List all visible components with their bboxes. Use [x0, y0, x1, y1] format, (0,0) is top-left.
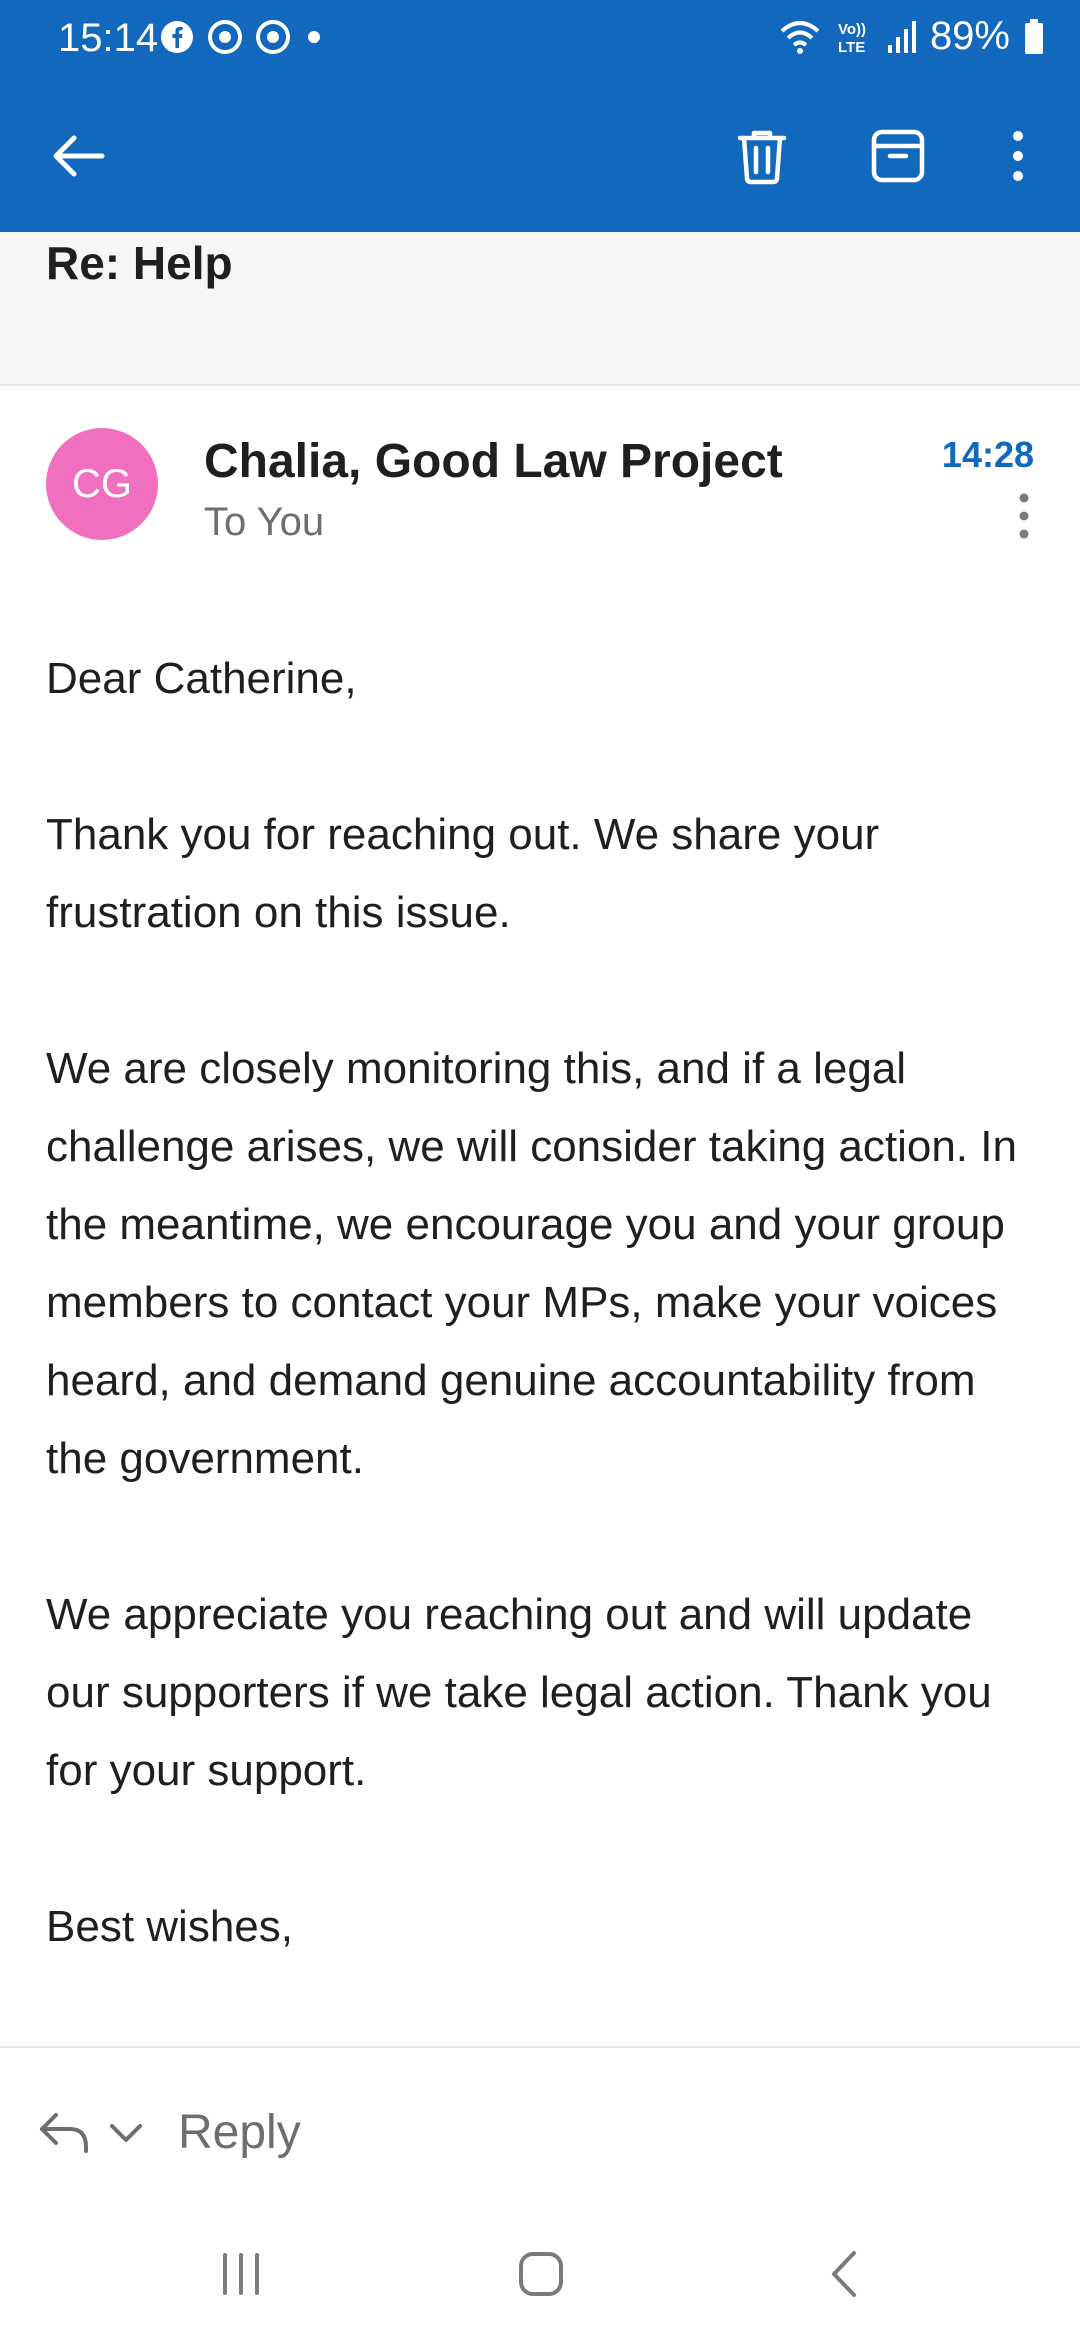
dot-icon	[304, 20, 324, 54]
more-vertical-icon	[1008, 126, 1028, 186]
status-right	[778, 14, 1044, 59]
reply-button[interactable]	[36, 2092, 301, 2172]
recent-apps-icon	[216, 2249, 266, 2299]
facebook-icon	[160, 20, 194, 54]
email-paragraph: We appreciate you reaching out and will update our supporters if we take legal action. Thank you for your support.	[46, 1590, 992, 1795]
recent-apps-button[interactable]	[196, 2234, 286, 2314]
battery-icon	[1024, 19, 1044, 55]
back-button[interactable]	[38, 120, 118, 192]
status-bar	[0, 0, 1080, 80]
svg-text:Vo)): Vo))	[837, 20, 866, 38]
received-time: 14:28	[941, 434, 1034, 475]
archive-button[interactable]	[858, 120, 938, 192]
wifi-icon	[778, 17, 822, 57]
archive-icon	[868, 126, 928, 186]
status-time: 15:14	[58, 16, 159, 60]
email-subject: Re: Help	[46, 237, 233, 289]
home-button[interactable]	[496, 2234, 586, 2314]
trash-icon	[732, 126, 792, 186]
subject-header	[0, 232, 1080, 386]
chevron-left-icon	[820, 2249, 870, 2299]
battery-percent: 89%	[929, 14, 1010, 58]
home-icon	[516, 2249, 566, 2299]
more-options-button[interactable]	[978, 120, 1058, 192]
reply-label: Reply	[178, 2105, 301, 2159]
chevron-down-icon[interactable]	[106, 2112, 146, 2152]
arrow-left-icon	[48, 126, 108, 186]
email-signoff: Best wishes,	[46, 1902, 293, 1951]
email-greeting: Dear Catherine,	[46, 654, 357, 703]
message-options-button[interactable]	[1004, 486, 1044, 546]
toolbar	[0, 80, 1080, 232]
reply-arrow-icon	[36, 2107, 92, 2157]
email-paragraph: Thank you for reaching out. We share your frustration on this issue.	[46, 810, 880, 937]
chrome-icon	[208, 20, 242, 54]
sender-row	[0, 384, 1080, 564]
notification-icons	[160, 20, 324, 54]
reply-bar	[0, 2046, 1080, 2208]
volte-icon	[836, 17, 872, 57]
recipient-label[interactable]: To You	[204, 500, 325, 544]
svg-text:LTE: LTE	[837, 38, 866, 56]
sender-name[interactable]: Chalia, Good Law Project	[204, 435, 783, 488]
signal-icon	[886, 17, 916, 57]
chrome-icon	[256, 20, 290, 54]
system-nav-bar	[0, 2206, 1080, 2340]
app-bar	[0, 0, 1080, 232]
more-vertical-icon	[1017, 491, 1031, 541]
email-body	[46, 640, 1036, 1966]
email-paragraph: We are closely monitoring this, and if a legal challenge arises, we will consider taking action. In the meantime, we encourage you and your group members to contact your MPs, make your voices heard, and demand genuine accountability from the government.	[46, 1044, 1017, 1483]
delete-button[interactable]	[722, 120, 802, 192]
avatar[interactable]: CG	[46, 428, 158, 540]
back-nav-button[interactable]	[800, 2234, 890, 2314]
